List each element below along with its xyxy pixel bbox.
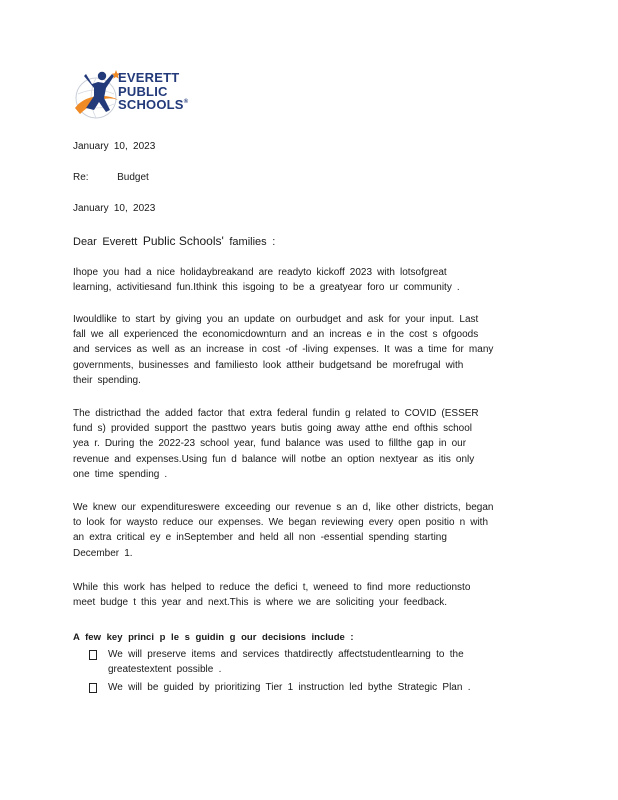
paragraph-1 xyxy=(73,265,543,295)
logo-registered-mark: ® xyxy=(183,99,189,105)
salutation-name: Public Schools' xyxy=(142,234,224,248)
paragraph-line: fund s) provided support the pasttwo years butis going away atthe end ofthis school xyxy=(73,423,473,435)
logo-line-3 xyxy=(118,98,188,112)
salutation-prefix: Dear Everett xyxy=(73,236,143,248)
letter-date-2: January 10, 2023 xyxy=(73,203,156,214)
principles-heading: A few key princi p le s guidin g our decisions include : xyxy=(73,632,354,643)
principle-item-2 xyxy=(89,680,529,698)
principle-line: We will be guided by prioritizing Tier 1 instruction led bythe Strategic Plan . xyxy=(108,682,471,693)
district-logo xyxy=(72,66,212,126)
paragraph-2 xyxy=(73,312,543,388)
salutation-suffix: families : xyxy=(223,236,276,248)
paragraph-line: and services as well as an increase in cost -of -living expenses. It was a time for many xyxy=(73,344,494,356)
principle-text xyxy=(108,680,470,695)
paragraph-4 xyxy=(73,500,543,561)
bullet-box-icon xyxy=(89,683,97,693)
principle-text xyxy=(108,647,464,677)
subject-label: Re: xyxy=(73,172,89,183)
principle-item-1 xyxy=(89,647,529,679)
paragraph-line: meet budge t this year and next.This is where we are soliciting your feedback. xyxy=(73,597,447,609)
principle-line: greatestextent possible . xyxy=(108,664,222,675)
paragraph-line: Iwouldlike to start by giving you an update on ourbudget and ask for your input. Last xyxy=(73,314,479,325)
paragraph-line: December 1. xyxy=(73,547,133,559)
paragraph-5 xyxy=(73,580,543,610)
logo-line-2: PUBLIC xyxy=(118,83,168,99)
salutation xyxy=(73,234,275,248)
paragraph-line: governments, businesses and familiesto look attheir budgetsand be morefrugal with xyxy=(73,359,464,371)
paragraph-line: an extra critical ey e inSeptember and held all non -essential spending starting xyxy=(73,532,447,544)
subject-value: Budget xyxy=(117,172,149,183)
paragraph-line: While this work has helped to reduce the defici t, weneed to find more reductionsto xyxy=(73,582,471,593)
logo-line-3-text: SCHOOLS xyxy=(118,97,184,112)
paragraph-line: fall we all experienced the economicdownturn and an increas e in the cost s ofgoods xyxy=(73,329,479,341)
paragraph-line: yea r. During the 2022-23 school year, fund balance was used to fillthe gap in our xyxy=(73,438,467,450)
subject-line xyxy=(73,172,533,183)
paragraph-line: We knew our expenditureswere exceeding our revenue s an d, like other districts, began xyxy=(73,502,494,513)
logo-line-1: EVERETT xyxy=(118,70,180,85)
logo-wordmark xyxy=(118,71,188,112)
letter-date: January 10, 2023 xyxy=(73,141,156,152)
paragraph-line: The districthad the added factor that extra federal fundin g related to COVID (ESSER xyxy=(73,408,479,419)
paragraph-3 xyxy=(73,406,543,482)
paragraph-line: one time spending . xyxy=(73,468,168,480)
logo-figure-icon xyxy=(72,66,120,124)
bullet-box-icon xyxy=(89,650,97,660)
paragraph-line: learning, activitiesand fun.Ithink this isgoing to be a greatyear foro ur community . xyxy=(73,282,460,294)
paragraph-line: Ihope you had a nice holidaybreakand are readyto kickoff 2023 with lotsofgreat xyxy=(73,267,447,278)
principle-line: We will preserve items and services thatdirectly affectstudentlearning to the xyxy=(108,649,464,660)
paragraph-line: revenue and expenses.Using fun d balance will notbe an option nextyear as itis only xyxy=(73,453,475,465)
paragraph-line: their spending. xyxy=(73,374,141,386)
paragraph-line: to look for waysto reduce our expenses. We began reviewing every open positio n with xyxy=(73,517,489,529)
